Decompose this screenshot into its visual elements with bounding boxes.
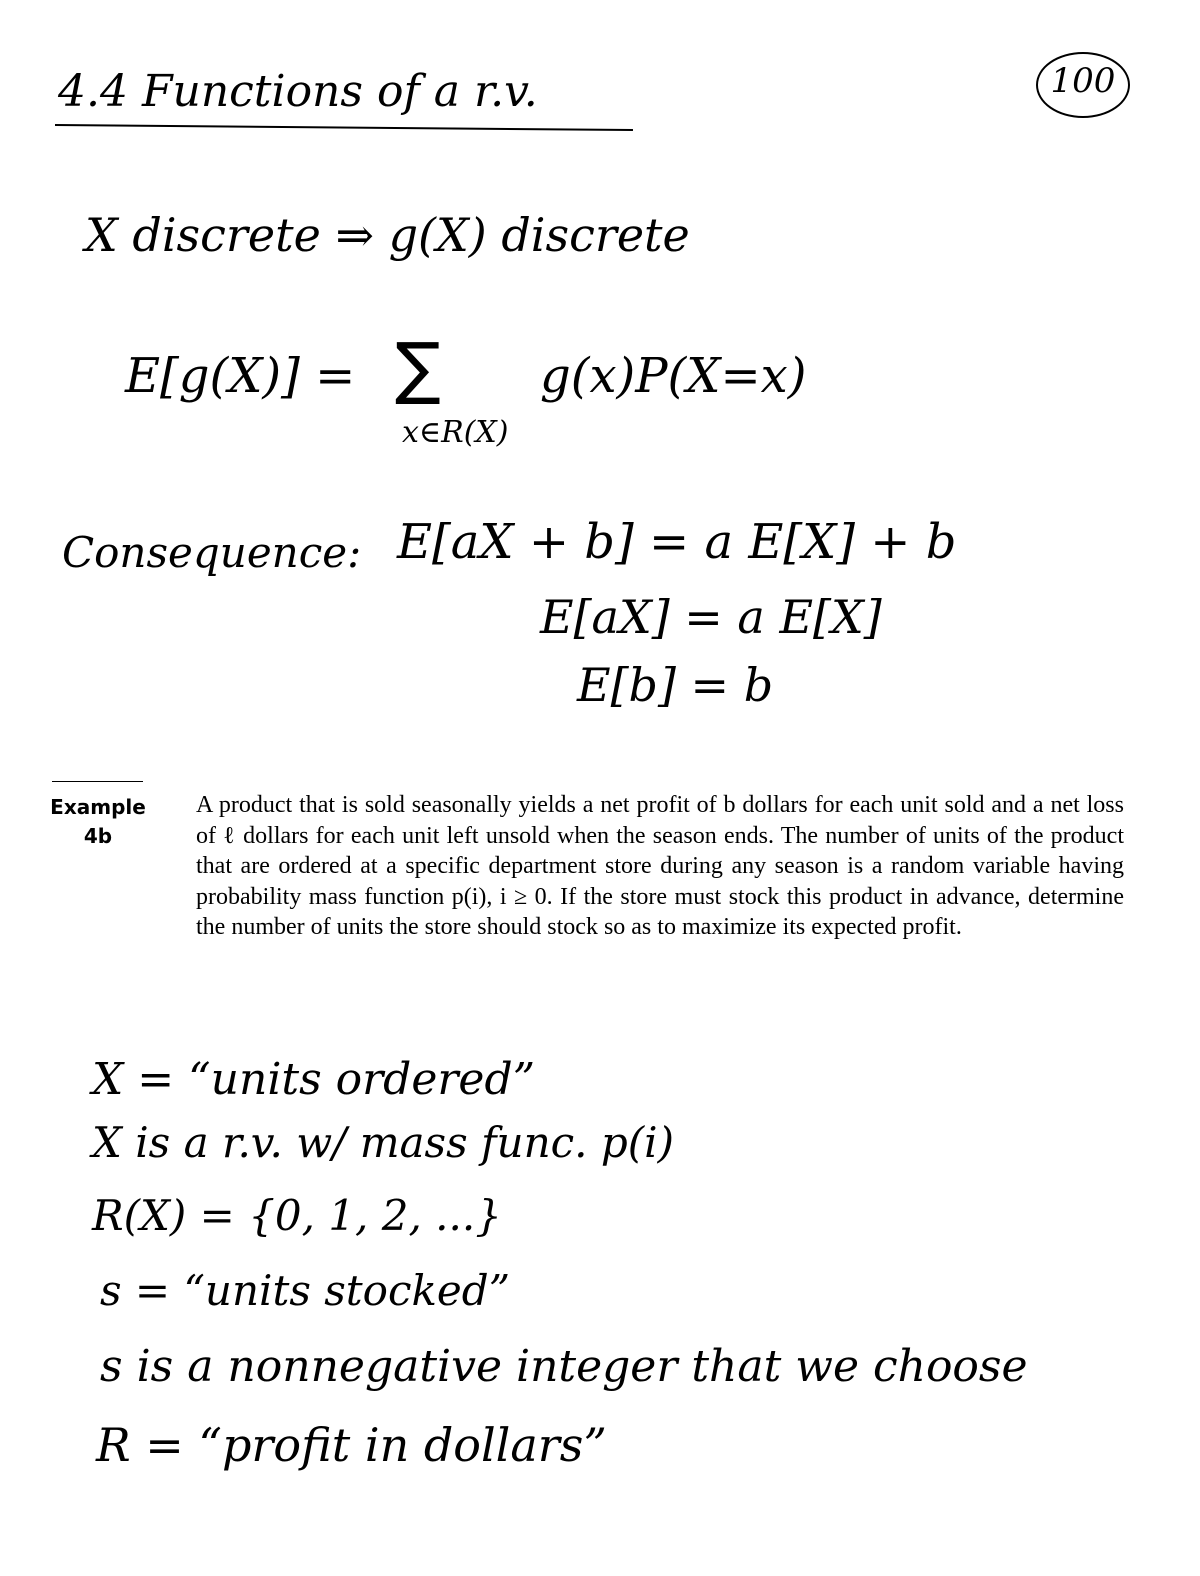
example-label-number: 4b: [83, 824, 113, 848]
note-x-definition: X = “units ordered”: [92, 1054, 536, 1105]
discrete-statement: X discrete ⇒ g(X) discrete: [85, 208, 690, 262]
note-range: R(X) = {0, 1, 2, ...}: [92, 1191, 502, 1240]
note-s-integer: s is a nonnegative integer that we choose: [100, 1341, 1028, 1392]
example-rule: [52, 781, 143, 782]
linearity-formula: E[aX + b] = a E[X] + b: [397, 514, 957, 570]
constant-formula: E[b] = b: [577, 658, 774, 712]
note-x-mass-function: X is a r.v. w/ mass func. p(i): [92, 1118, 674, 1167]
example-problem-text: A product that is sold seasonally yields a net profit of b dollars for each unit sold and a net loss of ℓ dollars for each unit left unsold when the season ends. The number of units of the product that are ordered at a specific department store during any season is a random variable having probability mass function p(i), i ≥ 0. If the store must stock this product in advance, determine the number of units the store should stock so as to maximize its expected profit.: [196, 792, 1124, 941]
summation-subscript: x∈R(X): [402, 415, 509, 450]
scaling-formula: E[aX] = a E[X]: [540, 590, 882, 644]
expectation-formula-rhs: g(x)P(X=x): [540, 348, 807, 404]
note-r-definition: R = “profit in dollars”: [96, 1418, 607, 1472]
title-underline: [55, 124, 633, 131]
summation-sign: ∑: [395, 329, 441, 408]
example-label-word: Example: [50, 795, 146, 819]
page-number: 100: [1050, 61, 1116, 101]
section-title: 4.4 Functions of a r.v.: [58, 66, 538, 117]
note-s-definition: s = “units stocked”: [100, 1266, 511, 1315]
expectation-formula-lhs: E[g(X)] =: [125, 348, 356, 404]
consequence-label: Consequence:: [62, 528, 362, 577]
example-label: [44, 793, 152, 851]
